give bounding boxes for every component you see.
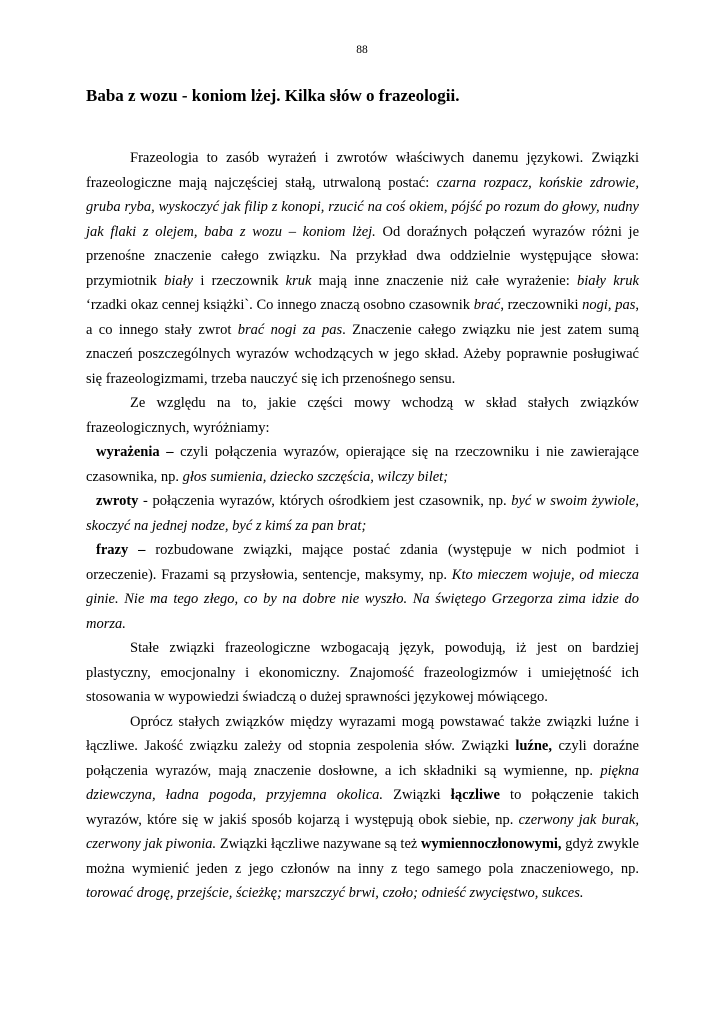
text-run: Od doraźnych połączeń wyrazów różni je przenośne znaczenie całego związku. Na przykład dwa oddzielnie występujące słowa: przymiotnik [86, 223, 640, 289]
example-run: torować drogę, przejście, ścieżkę; marszczyć brwi, czoło; odnieść zwycięstwo, sukces. [86, 885, 584, 901]
page-title: Baba z wozu - koniom lżej. Kilka słów o frazeologii. [86, 86, 460, 105]
example-run: Kto mieczem wojuje, od miecza ginie. Nie ma tego złego, co by na dobre nie wyszło. Na świętego Grzegorza zima idzie do morza. [86, 566, 639, 632]
example-run: czarna rozpacz, końskie zdrowie, gruba ryba, wyskoczyć jak filip z konopi, rzucić na coś okiem, pójść po rozum do głowy, nudny jak flaki z olejem, baba z wozu – koniom lżej. [86, 174, 639, 240]
text-run: - połączenia wyrazów, których ośrodkiem jest czasownik, np. [138, 493, 512, 509]
term: zwroty [96, 493, 139, 509]
paragraph-classification-intro: Ze względu na to, jakie części mowy wchodzą w skład stałych związków frazeologicznych, wyróżniamy: [86, 395, 639, 436]
example-run: biały kruk [577, 272, 639, 289]
example-run: brać nogi za pas [237, 321, 343, 338]
term: łączliwe [450, 787, 500, 803]
term: wyrażenia – [96, 444, 174, 460]
text-run: czyli połączenia wyrazów, opierające się na rzeczowniku i nie zawierające czasownika, np. [86, 444, 639, 485]
text-run: gdyż zwykle można wymienić jeden z jego członów na inny z tego samego pola znaczeniowego, np. [86, 836, 639, 877]
example-run: piękna dziewczyna, ładna pogoda, przyjemna okolica. [86, 762, 639, 803]
text-run: ‘rzadki okaz cennej książki`. Co innego znaczą osobno czasownik [86, 297, 474, 313]
text-run: czyli doraźne połączenia wyrazów, mają znaczenie dosłowne, a ich składniki są wymienne, np. [86, 738, 639, 779]
paragraph-benefits: Stałe związki frazeologiczne wzbogacają język, powodują, iż jest on bardziej plastyczny, emocjonalny i ekonomiczny. Znajomość frazeologizmów i umiejętność ich stosowania w wypowiedzi świadczą o dużej sprawności językowej mówiącego. [86, 640, 639, 705]
text-run: to połączenie takich wyrazów, które się w jakiś sposób kojarzą i występują obok siebie, np. [86, 787, 639, 828]
page-number: 88 [356, 44, 368, 56]
text-run: Frazeologia to zasób wyrażeń i zwrotów właściwych danemu językowi. Związki frazeologiczne mają najczęściej stałą, utrwaloną postać: [86, 150, 639, 191]
text-run: , rzeczowniki [500, 297, 583, 313]
text-run: Oprócz stałych związków między wyrazami mogą powstawać także związki luźne i łączliwe. Jakość związku zależy od stopnia zespolenia słów. Związki [86, 713, 639, 754]
list-item-zwroty [86, 489, 639, 538]
text-run: mają inne znaczenie niż całe wyrażenie: [311, 272, 577, 289]
text-run: rozbudowane związki, mające postać zdania (występuje w nich podmiot i orzeczenie). Frazami są przysłowia, sentencje, maksymy, np. [86, 542, 640, 583]
paragraph-loose-connections [86, 710, 639, 906]
term: frazy – [96, 542, 146, 558]
example-run: biały [164, 272, 194, 289]
body-text [86, 146, 639, 906]
term: wymiennoczłonowymi, [421, 836, 562, 852]
example-run: czerwony jak burak, czerwony jak piwonia. [86, 811, 639, 852]
example-run: głos sumienia, dziecko szczęścia, wilczy bilet; [182, 468, 449, 485]
example-run: brać [473, 297, 501, 313]
text-run: , a co innego stały zwrot [86, 297, 639, 338]
list-item-frazy [86, 538, 639, 636]
text-run: Związki łączliwe nazywane są też [216, 836, 421, 852]
example-run: kruk [285, 272, 312, 289]
term: luźne, [515, 738, 552, 754]
paragraph-definition [86, 146, 639, 391]
text-run: . Znaczenie całego związku nie jest zatem sumą znaczeń poszczególnych wyrazów wchodzących w jego skład. Ażeby poprawnie posługiwać się frazeologizmami, trzeba nauczyć się ich przenośnego sensu. [86, 321, 639, 387]
text-run: Związki [383, 787, 451, 803]
example-run: być w swoim żywiole, skoczyć na jednej nodze, być z kimś za pan brat; [86, 493, 640, 534]
text-run: i rzeczownik [193, 272, 286, 289]
example-run: nogi, pas [582, 297, 636, 313]
list-item-wyrazenia [86, 440, 639, 489]
